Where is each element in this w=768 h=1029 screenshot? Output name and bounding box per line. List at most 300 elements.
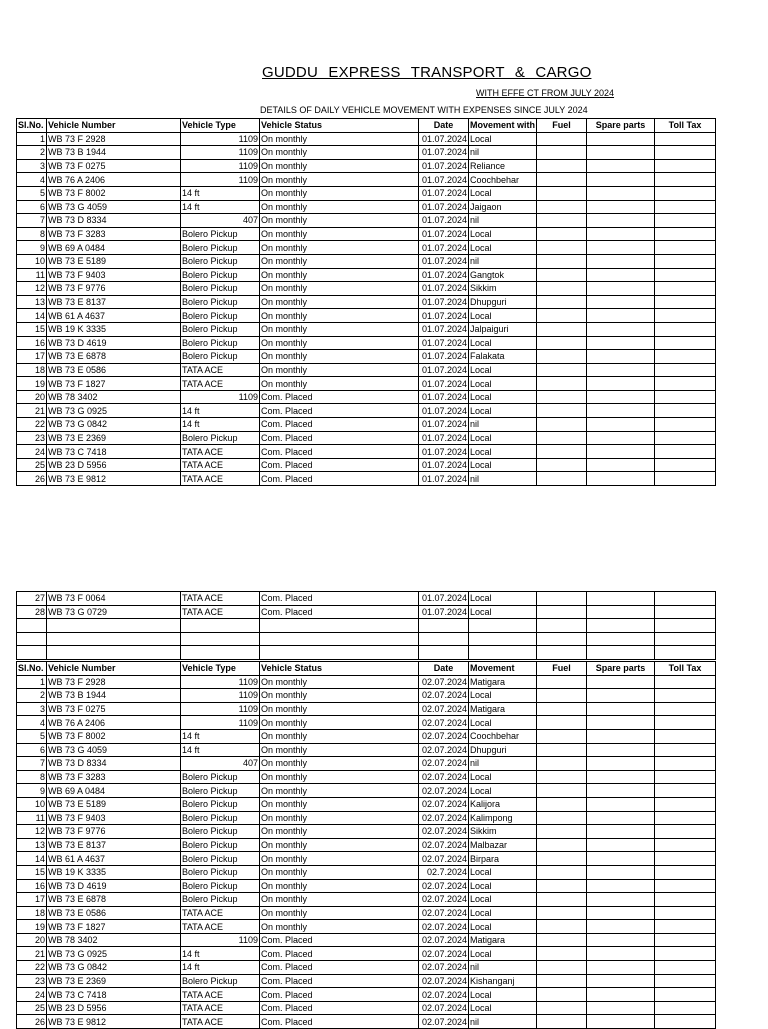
- cell-date: 01.07.2024: [419, 227, 469, 241]
- cell-movement: Dhupguri: [469, 295, 537, 309]
- cell-toll-tax: [655, 852, 716, 866]
- cell-sl-no: 22: [17, 418, 47, 432]
- cell-fuel: [537, 702, 587, 716]
- cell-spare-parts: [587, 445, 655, 459]
- cell-sl-no: 2: [17, 689, 47, 703]
- cell-fuel: [537, 254, 587, 268]
- cell-sl-no: 10: [17, 254, 47, 268]
- cell-vehicle-status: Com. Placed: [260, 1015, 419, 1029]
- cell-spare-parts: [587, 961, 655, 975]
- table-row: [17, 632, 716, 646]
- cell-vehicle-number: WB 73 F 8002: [47, 729, 181, 743]
- table-row: [17, 893, 716, 907]
- cell-spare-parts: [587, 146, 655, 160]
- cell-date: 01.07.2024: [419, 418, 469, 432]
- cell-fuel: [537, 241, 587, 255]
- table-row: [17, 811, 716, 825]
- cell-vehicle-status: On monthly: [260, 757, 419, 771]
- cell-date: 02.07.2024: [419, 961, 469, 975]
- cell-vehicle-number: WB 73 F 3283: [47, 227, 181, 241]
- cell-date: 02.07.2024: [419, 743, 469, 757]
- cell-toll-tax: [655, 132, 716, 146]
- cell-vehicle-number: WB 76 A 2406: [47, 173, 181, 187]
- cell-vehicle-number: WB 73 D 8334: [47, 757, 181, 771]
- cell-date: [419, 619, 469, 633]
- cell-toll-tax: [655, 689, 716, 703]
- cell-vehicle-status: Com. Placed: [260, 431, 419, 445]
- cell-sl-no: 1: [17, 675, 47, 689]
- cell-vehicle-status: On monthly: [260, 159, 419, 173]
- cell-vehicle-status: On monthly: [260, 770, 419, 784]
- cell-date: 01.07.2024: [419, 309, 469, 323]
- cell-date: [419, 632, 469, 646]
- cell-movement: Local: [469, 893, 537, 907]
- cell-spare-parts: [587, 852, 655, 866]
- cell-toll-tax: [655, 241, 716, 255]
- cell-sl-no: 23: [17, 431, 47, 445]
- cell-vehicle-number: WB 73 F 2928: [47, 675, 181, 689]
- cell-vehicle-type: TATA ACE: [181, 1015, 260, 1029]
- cell-vehicle-type: 1109: [181, 132, 260, 146]
- cell-vehicle-status: On monthly: [260, 838, 419, 852]
- cell-date: 02.07.2024: [419, 811, 469, 825]
- table-row: [17, 418, 716, 432]
- cell-spare-parts: [587, 1001, 655, 1015]
- cell-date: 01.07.2024: [419, 458, 469, 472]
- table-row: [17, 947, 716, 961]
- cell-sl-no: 25: [17, 458, 47, 472]
- cell-sl-no: 15: [17, 865, 47, 879]
- table-row: [17, 1015, 716, 1029]
- cell-spare-parts: [587, 186, 655, 200]
- cell-movement: Dhupguri: [469, 743, 537, 757]
- cell-vehicle-number: WB 73 D 8334: [47, 214, 181, 228]
- column-header-toll-tax: Toll Tax: [655, 119, 716, 133]
- cell-toll-tax: [655, 675, 716, 689]
- cell-vehicle-status: Com. Placed: [260, 390, 419, 404]
- cell-vehicle-status: On monthly: [260, 214, 419, 228]
- vehicle-movement-table-day1: [16, 118, 716, 486]
- cell-vehicle-type: Bolero Pickup: [181, 322, 260, 336]
- cell-vehicle-number: WB 73 E 5189: [47, 797, 181, 811]
- cell-vehicle-number: WB 73 G 0925: [47, 404, 181, 418]
- cell-sl-no: 13: [17, 295, 47, 309]
- cell-movement: Jalpaiguri: [469, 322, 537, 336]
- cell-vehicle-status: On monthly: [260, 200, 419, 214]
- cell-vehicle-type: 1109: [181, 159, 260, 173]
- cell-fuel: [537, 472, 587, 486]
- cell-spare-parts: [587, 431, 655, 445]
- cell-spare-parts: [587, 214, 655, 228]
- cell-vehicle-number: WB 73 G 4059: [47, 200, 181, 214]
- cell-spare-parts: [587, 295, 655, 309]
- table-row: [17, 852, 716, 866]
- cell-movement: Local: [469, 865, 537, 879]
- cell-sl-no: 6: [17, 200, 47, 214]
- cell-fuel: [537, 825, 587, 839]
- cell-date: 02.07.2024: [419, 1001, 469, 1015]
- cell-spare-parts: [587, 743, 655, 757]
- cell-toll-tax: [655, 418, 716, 432]
- table-row: [17, 336, 716, 350]
- cell-spare-parts: [587, 268, 655, 282]
- cell-vehicle-type: TATA ACE: [181, 458, 260, 472]
- cell-vehicle-status: On monthly: [260, 797, 419, 811]
- cell-vehicle-number: WB 73 G 0925: [47, 947, 181, 961]
- cell-vehicle-status: Com. Placed: [260, 418, 419, 432]
- cell-date: 01.07.2024: [419, 159, 469, 173]
- cell-sl-no: 12: [17, 282, 47, 296]
- cell-date: 02.07.2024: [419, 797, 469, 811]
- cell-toll-tax: [655, 879, 716, 893]
- cell-spare-parts: [587, 418, 655, 432]
- cell-vehicle-type: Bolero Pickup: [181, 350, 260, 364]
- cell-vehicle-type: TATA ACE: [181, 1001, 260, 1015]
- cell-toll-tax: [655, 988, 716, 1002]
- cell-vehicle-number: WB 73 F 9776: [47, 282, 181, 296]
- table-row: [17, 200, 716, 214]
- cell-date: 01.07.2024: [419, 605, 469, 619]
- column-header-vehicle-number: Vehicle Number: [47, 119, 181, 133]
- cell-vehicle-type: Bolero Pickup: [181, 852, 260, 866]
- cell-sl-no: 5: [17, 729, 47, 743]
- cell-movement: [469, 646, 537, 660]
- column-header-spare-parts: Spare parts: [587, 119, 655, 133]
- cell-vehicle-number: WB 69 A 0484: [47, 784, 181, 798]
- cell-fuel: [537, 784, 587, 798]
- cell-sl-no: 2: [17, 146, 47, 160]
- cell-vehicle-type: TATA ACE: [181, 906, 260, 920]
- cell-vehicle-type: Bolero Pickup: [181, 974, 260, 988]
- cell-sl-no: 27: [17, 592, 47, 606]
- table-row: [17, 445, 716, 459]
- cell-vehicle-status: On monthly: [260, 186, 419, 200]
- cell-date: 02.07.2024: [419, 702, 469, 716]
- cell-vehicle-status: On monthly: [260, 852, 419, 866]
- cell-toll-tax: [655, 865, 716, 879]
- cell-fuel: [537, 646, 587, 660]
- cell-vehicle-number: WB 73 E 9812: [47, 1015, 181, 1029]
- table-row: [17, 282, 716, 296]
- cell-date: 01.07.2024: [419, 186, 469, 200]
- cell-vehicle-status: On monthly: [260, 268, 419, 282]
- cell-vehicle-status: Com. Placed: [260, 605, 419, 619]
- cell-vehicle-type: 14 ft: [181, 961, 260, 975]
- cell-movement: Local: [469, 132, 537, 146]
- cell-movement: Local: [469, 947, 537, 961]
- table-row: [17, 350, 716, 364]
- cell-fuel: [537, 309, 587, 323]
- cell-movement: Local: [469, 906, 537, 920]
- table-row: [17, 838, 716, 852]
- cell-vehicle-status: Com. Placed: [260, 1001, 419, 1015]
- cell-spare-parts: [587, 173, 655, 187]
- cell-vehicle-number: [47, 619, 181, 633]
- cell-fuel: [537, 336, 587, 350]
- cell-movement: nil: [469, 1015, 537, 1029]
- cell-fuel: [537, 186, 587, 200]
- cell-vehicle-status: [260, 632, 419, 646]
- cell-spare-parts: [587, 241, 655, 255]
- cell-date: 01.07.2024: [419, 200, 469, 214]
- cell-sl-no: 14: [17, 309, 47, 323]
- cell-fuel: [537, 757, 587, 771]
- cell-fuel: [537, 458, 587, 472]
- cell-toll-tax: [655, 404, 716, 418]
- cell-vehicle-type: TATA ACE: [181, 592, 260, 606]
- cell-toll-tax: [655, 268, 716, 282]
- cell-vehicle-type: 1109: [181, 146, 260, 160]
- cell-vehicle-type: TATA ACE: [181, 472, 260, 486]
- cell-toll-tax: [655, 906, 716, 920]
- cell-fuel: [537, 893, 587, 907]
- cell-toll-tax: [655, 377, 716, 391]
- cell-date: 02.07.2024: [419, 974, 469, 988]
- cell-movement: Malbazar: [469, 838, 537, 852]
- cell-movement: Matigara: [469, 933, 537, 947]
- cell-vehicle-number: WB 73 F 9403: [47, 268, 181, 282]
- cell-sl-no: 15: [17, 322, 47, 336]
- cell-spare-parts: [587, 227, 655, 241]
- column-header-date: Date: [419, 119, 469, 133]
- cell-sl-no: 11: [17, 268, 47, 282]
- cell-vehicle-number: WB 73 G 0842: [47, 418, 181, 432]
- cell-toll-tax: [655, 431, 716, 445]
- cell-fuel: [537, 431, 587, 445]
- cell-fuel: [537, 974, 587, 988]
- table-row: [17, 974, 716, 988]
- cell-sl-no: 23: [17, 974, 47, 988]
- cell-movement: Sikkim: [469, 825, 537, 839]
- cell-movement: [469, 632, 537, 646]
- table-row: [17, 757, 716, 771]
- cell-vehicle-status: Com. Placed: [260, 404, 419, 418]
- cell-sl-no: [17, 646, 47, 660]
- header-row: [17, 119, 716, 133]
- cell-date: 02.07.2024: [419, 988, 469, 1002]
- table-row: [17, 879, 716, 893]
- cell-date: 02.07.2024: [419, 757, 469, 771]
- cell-movement: Coochbehar: [469, 173, 537, 187]
- cell-date: 01.07.2024: [419, 241, 469, 255]
- cell-fuel: [537, 947, 587, 961]
- column-header-movement: Movement: [469, 662, 537, 676]
- cell-fuel: [537, 295, 587, 309]
- table-row: [17, 214, 716, 228]
- table-row: [17, 702, 716, 716]
- cell-movement: Local: [469, 404, 537, 418]
- cell-fuel: [537, 811, 587, 825]
- cell-movement: Kalimpong: [469, 811, 537, 825]
- cell-date: 01.07.2024: [419, 173, 469, 187]
- cell-spare-parts: [587, 797, 655, 811]
- cell-vehicle-number: WB 73 E 6878: [47, 350, 181, 364]
- cell-vehicle-number: WB 73 G 0842: [47, 961, 181, 975]
- cell-fuel: [537, 988, 587, 1002]
- cell-sl-no: 7: [17, 757, 47, 771]
- column-header-sl-no: Sl.No.: [17, 662, 47, 676]
- cell-spare-parts: [587, 309, 655, 323]
- cell-vehicle-number: WB 73 E 0586: [47, 363, 181, 377]
- cell-vehicle-type: Bolero Pickup: [181, 770, 260, 784]
- table-row: [17, 865, 716, 879]
- cell-movement: Local: [469, 458, 537, 472]
- cell-sl-no: 11: [17, 811, 47, 825]
- cell-vehicle-number: WB 73 F 1827: [47, 920, 181, 934]
- cell-spare-parts: [587, 689, 655, 703]
- cell-spare-parts: [587, 605, 655, 619]
- cell-toll-tax: [655, 363, 716, 377]
- cell-date: 02.07.2024: [419, 675, 469, 689]
- cell-vehicle-type: Bolero Pickup: [181, 268, 260, 282]
- cell-fuel: [537, 282, 587, 296]
- table-row: [17, 173, 716, 187]
- cell-date: 01.07.2024: [419, 363, 469, 377]
- cell-movement: Local: [469, 920, 537, 934]
- cell-fuel: [537, 350, 587, 364]
- table-row: [17, 1001, 716, 1015]
- cell-vehicle-type: Bolero Pickup: [181, 254, 260, 268]
- cell-vehicle-status: On monthly: [260, 702, 419, 716]
- cell-toll-tax: [655, 173, 716, 187]
- cell-spare-parts: [587, 200, 655, 214]
- cell-toll-tax: [655, 227, 716, 241]
- cell-vehicle-number: WB 73 F 0275: [47, 702, 181, 716]
- table-row: [17, 675, 716, 689]
- cell-toll-tax: [655, 729, 716, 743]
- cell-toll-tax: [655, 254, 716, 268]
- cell-vehicle-number: WB 73 E 8137: [47, 295, 181, 309]
- cell-vehicle-number: WB 73 E 2369: [47, 431, 181, 445]
- cell-movement: Sikkim: [469, 282, 537, 296]
- cell-toll-tax: [655, 282, 716, 296]
- cell-vehicle-number: WB 73 B 1944: [47, 689, 181, 703]
- cell-vehicle-type: 1109: [181, 689, 260, 703]
- cell-fuel: [537, 445, 587, 459]
- table-row: [17, 132, 716, 146]
- column-header-vehicle-status: Vehicle Status: [260, 119, 419, 133]
- cell-vehicle-type: [181, 632, 260, 646]
- effective-date-subtitle: WITH EFFE CT FROM JULY 2024: [476, 88, 615, 98]
- cell-fuel: [537, 743, 587, 757]
- cell-date: 02.07.2024: [419, 770, 469, 784]
- cell-toll-tax: [655, 200, 716, 214]
- cell-fuel: [537, 200, 587, 214]
- cell-vehicle-type: Bolero Pickup: [181, 241, 260, 255]
- cell-sl-no: 8: [17, 227, 47, 241]
- cell-spare-parts: [587, 1015, 655, 1029]
- cell-movement: nil: [469, 472, 537, 486]
- cell-vehicle-type: 407: [181, 757, 260, 771]
- cell-date: 01.07.2024: [419, 146, 469, 160]
- cell-toll-tax: [655, 146, 716, 160]
- cell-vehicle-status: On monthly: [260, 865, 419, 879]
- column-header-movement: Movement with: [470, 120, 536, 131]
- table-row: [17, 646, 716, 660]
- cell-date: [419, 646, 469, 660]
- cell-spare-parts: [587, 879, 655, 893]
- cell-movement: Local: [469, 186, 537, 200]
- cell-date: 02.07.2024: [419, 838, 469, 852]
- cell-vehicle-type: 14 ft: [181, 947, 260, 961]
- cell-vehicle-status: On monthly: [260, 729, 419, 743]
- cell-fuel: [537, 1001, 587, 1015]
- cell-movement: Local: [469, 1001, 537, 1015]
- cell-vehicle-number: WB 73 B 1944: [47, 146, 181, 160]
- cell-vehicle-status: Com. Placed: [260, 458, 419, 472]
- cell-movement: Birpara: [469, 852, 537, 866]
- table-row: [17, 729, 716, 743]
- cell-sl-no: 3: [17, 702, 47, 716]
- cell-vehicle-type: 14 ft: [181, 404, 260, 418]
- cell-vehicle-number: WB 73 F 0064: [47, 592, 181, 606]
- cell-vehicle-number: WB 69 A 0484: [47, 241, 181, 255]
- cell-toll-tax: [655, 961, 716, 975]
- cell-date: 02.07.2024: [419, 716, 469, 730]
- cell-vehicle-type: TATA ACE: [181, 363, 260, 377]
- cell-date: 01.07.2024: [419, 445, 469, 459]
- cell-vehicle-status: On monthly: [260, 146, 419, 160]
- cell-toll-tax: [655, 784, 716, 798]
- cell-vehicle-number: WB 73 F 0275: [47, 159, 181, 173]
- cell-vehicle-status: On monthly: [260, 363, 419, 377]
- cell-movement: Local: [469, 770, 537, 784]
- column-header-toll-tax: Toll Tax: [655, 662, 716, 676]
- column-header-vehicle-status: Vehicle Status: [260, 662, 419, 676]
- table-row: [17, 961, 716, 975]
- cell-date: 01.07.2024: [419, 350, 469, 364]
- cell-spare-parts: [587, 390, 655, 404]
- cell-date: 02.07.2024: [419, 689, 469, 703]
- cell-date: 01.07.2024: [419, 592, 469, 606]
- cell-movement: Local: [469, 363, 537, 377]
- cell-fuel: [537, 852, 587, 866]
- cell-spare-parts: [587, 770, 655, 784]
- cell-vehicle-number: WB 76 A 2406: [47, 716, 181, 730]
- cell-movement: Local: [469, 988, 537, 1002]
- cell-movement: Coochbehar: [469, 729, 537, 743]
- cell-sl-no: 26: [17, 1015, 47, 1029]
- cell-vehicle-number: WB 73 F 3283: [47, 770, 181, 784]
- cell-spare-parts: [587, 159, 655, 173]
- cell-sl-no: 26: [17, 472, 47, 486]
- column-header-vehicle-type: Vehicle Type: [181, 662, 260, 676]
- table-row: [17, 825, 716, 839]
- cell-toll-tax: [655, 811, 716, 825]
- cell-sl-no: 1: [17, 132, 47, 146]
- cell-fuel: [537, 377, 587, 391]
- cell-spare-parts: [587, 838, 655, 852]
- cell-spare-parts: [587, 350, 655, 364]
- cell-fuel: [537, 770, 587, 784]
- cell-vehicle-status: On monthly: [260, 322, 419, 336]
- cell-vehicle-status: On monthly: [260, 743, 419, 757]
- cell-vehicle-number: WB 73 F 8002: [47, 186, 181, 200]
- cell-sl-no: 17: [17, 893, 47, 907]
- cell-sl-no: 22: [17, 961, 47, 975]
- cell-sl-no: 19: [17, 920, 47, 934]
- cell-vehicle-type: TATA ACE: [181, 988, 260, 1002]
- cell-vehicle-status: On monthly: [260, 879, 419, 893]
- cell-sl-no: 18: [17, 906, 47, 920]
- table-row: [17, 770, 716, 784]
- column-header-fuel: Fuel: [537, 119, 587, 133]
- cell-vehicle-number: WB 73 D 4619: [47, 879, 181, 893]
- cell-movement: Local: [469, 390, 537, 404]
- cell-vehicle-number: WB 78 3402: [47, 933, 181, 947]
- cell-movement: [469, 619, 537, 633]
- cell-movement: Matigara: [469, 702, 537, 716]
